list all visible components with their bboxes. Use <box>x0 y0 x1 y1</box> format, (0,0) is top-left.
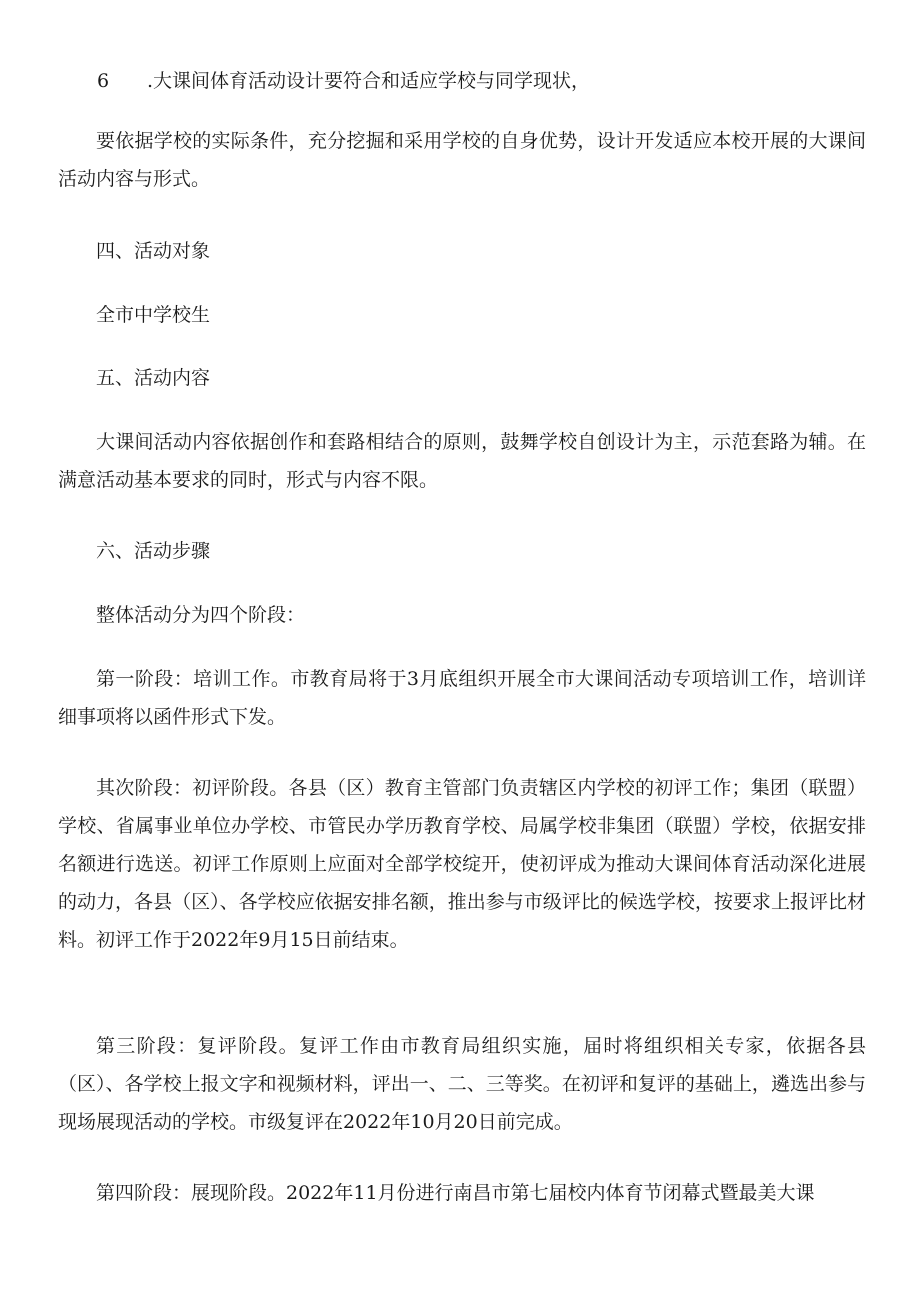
stage-2-paragraph: 其次阶段：初评阶段。各县（区）教育主管部门负责辖区内学校的初评工作；集团（联盟）学校、省属事业单位办学校、市管民办学历教育学校、局属学校非集团（联盟）学校，依据安排名额进行选送。初评工作原则上应面对全部学校绽开，使初评成为推动大课间体育活动深化进展的动力，各县（区）、各学校应依据安排名额，推出参与市级评比的候选学校，按要求上报评比材料。初评工作于2022年9月15日前结束。 <box>58 777 866 951</box>
item-6-number: 6 <box>97 70 110 92</box>
section-5-body: 大课间活动内容依据创作和套路相结合的原则，鼓舞学校自创设计为主，示范套路为辅。在满意活动基本要求的同时，形式与内容不限。 <box>58 431 866 491</box>
stage-1-paragraph: 第一阶段：培训工作。市教育局将于3月底组织开展全市大课间活动专项培训工作，培训详细事项将以函件形式下发。 <box>58 668 866 728</box>
stage-3-paragraph: 第三阶段：复评阶段。复评工作由市教育局组织实施，届时将组织相关专家，依据各县（区）、各学校上报文字和视频材料，评出一、二、三等奖。在初评和复评的基础上，遴选出参与现场展现活动的学校。市级复评在2022年10月20日前完成。 <box>58 1035 866 1133</box>
item-6-heading <box>97 62 590 100</box>
stages-intro: 整体活动分为四个阶段： <box>96 604 306 626</box>
item-6-body: 要依据学校的实际条件，充分挖掘和采用学校的自身优势，设计开发适应本校开展的大课间活动内容与形式。 <box>58 130 866 190</box>
section-4-heading: 四、活动对象 <box>96 240 211 262</box>
stage-4-paragraph: 第四阶段：展现阶段。2022年11月份进行南昌市第七届校内体育节闭幕式暨最美大课 <box>96 1182 815 1204</box>
section-6-heading: 六、活动步骤 <box>96 540 211 562</box>
section-5-heading: 五、活动内容 <box>96 367 211 389</box>
item-6-text: .大课间体育活动设计要符合和适应学校与同学现状， <box>147 70 591 92</box>
section-4-body: 全市中学校生 <box>96 304 211 326</box>
